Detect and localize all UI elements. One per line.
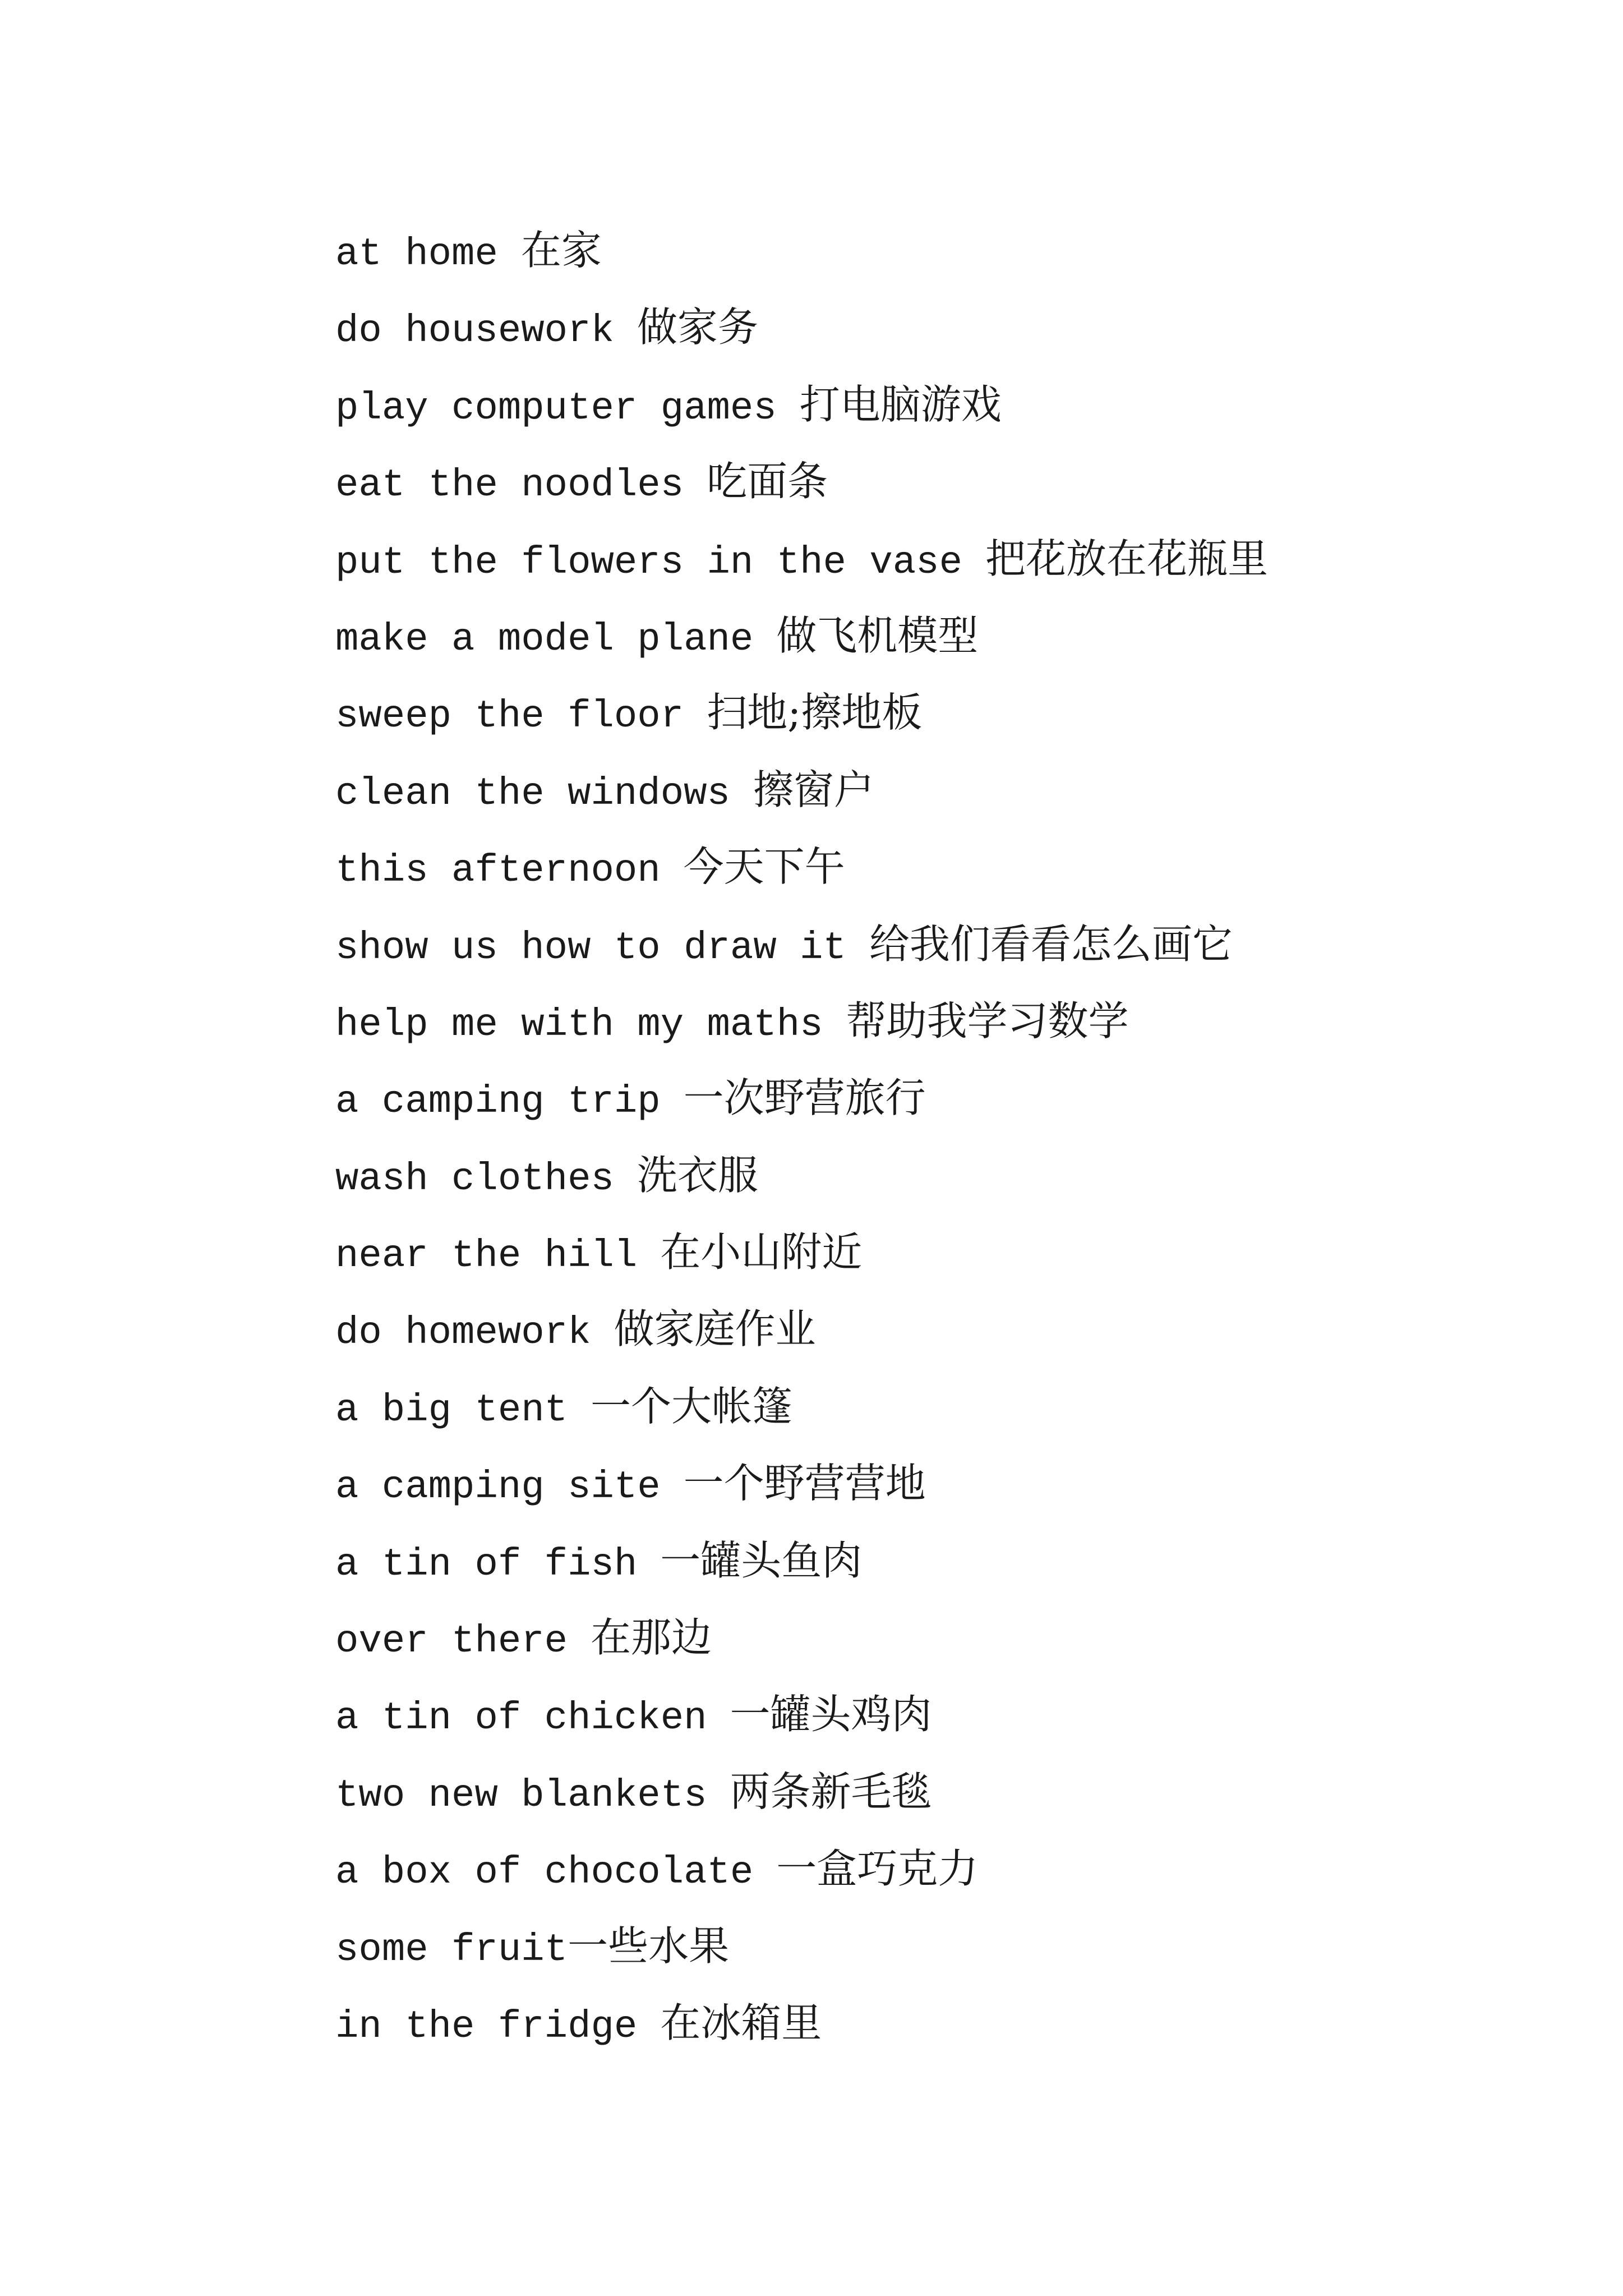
phrase-chinese: 打电脑游戏 bbox=[799, 380, 1002, 428]
phrase-english: two new blankets bbox=[335, 1773, 707, 1818]
phrase-line bbox=[335, 1985, 1513, 2062]
phrase-english: a camping site bbox=[335, 1465, 661, 1510]
phrase-chinese: 在冰箱里 bbox=[660, 1999, 822, 2046]
phrase-english: a box of chocolate bbox=[335, 1851, 754, 1895]
phrase-english: clean the windows bbox=[335, 771, 730, 816]
phrase-chinese: 今天下午 bbox=[683, 843, 845, 891]
phrase-english: a tin of fish bbox=[335, 1542, 638, 1586]
phrase-english: eat the noodles bbox=[335, 463, 684, 508]
phrase-line bbox=[335, 829, 1513, 905]
phrase-chinese: 一罐头鸡肉 bbox=[730, 1691, 932, 1738]
phrase-line bbox=[335, 1754, 1513, 1830]
phrase-line bbox=[335, 521, 1513, 597]
phrase-line bbox=[335, 1830, 1513, 1907]
phrase-list bbox=[335, 212, 1513, 2062]
phrase-chinese: 做家务 bbox=[637, 303, 758, 351]
phrase-english: a tin of chicken bbox=[335, 1696, 707, 1741]
phrase-english: at home bbox=[335, 232, 498, 276]
phrase-line bbox=[335, 597, 1513, 674]
phrase-line bbox=[335, 983, 1513, 1060]
phrase-chinese: 把花放在花瓶里 bbox=[985, 535, 1268, 582]
phrase-chinese: 给我们看看怎么画它 bbox=[869, 920, 1233, 968]
phrase-english: make a model plane bbox=[335, 617, 754, 661]
phrase-chinese: 一个大帐篷 bbox=[591, 1382, 793, 1430]
phrase-line bbox=[335, 212, 1513, 289]
phrase-chinese: 在那边 bbox=[591, 1614, 712, 1662]
phrase-english: in the fridge bbox=[335, 2004, 638, 2049]
phrase-line bbox=[335, 1908, 1513, 1985]
phrase-chinese: 两条新毛毯 bbox=[730, 1768, 932, 1815]
phrase-english: near the hill bbox=[335, 1234, 638, 1278]
phrase-english: do housework bbox=[335, 309, 614, 353]
phrase-line bbox=[335, 1060, 1513, 1137]
phrase-line bbox=[335, 1599, 1513, 1676]
phrase-chinese: 一个野营营地 bbox=[683, 1460, 926, 1507]
phrase-line bbox=[335, 443, 1513, 520]
phrase-line bbox=[335, 906, 1513, 983]
phrase-chinese: 做家庭作业 bbox=[614, 1305, 816, 1353]
phrase-english: play computer games bbox=[335, 386, 777, 430]
phrase-english: sweep the floor bbox=[335, 694, 684, 739]
phrase-line bbox=[335, 1368, 1513, 1445]
phrase-line bbox=[335, 1291, 1513, 1368]
phrase-chinese: 吃面条 bbox=[707, 458, 828, 505]
phrase-chinese: 做飞机模型 bbox=[776, 611, 979, 659]
phrase-line bbox=[335, 1445, 1513, 1522]
phrase-chinese: 一次野营旅行 bbox=[683, 1074, 926, 1122]
phrase-english: over there bbox=[335, 1619, 568, 1664]
phrase-chinese: 扫地;擦地板 bbox=[707, 689, 923, 737]
phrase-line bbox=[335, 1522, 1513, 1599]
phrase-english: this afternoon bbox=[335, 849, 661, 893]
phrase-chinese: 帮助我学习数学 bbox=[846, 997, 1129, 1045]
phrase-english: help me with my maths bbox=[335, 1002, 823, 1047]
phrase-line bbox=[335, 1676, 1513, 1753]
phrase-english: a big tent bbox=[335, 1388, 568, 1432]
phrase-english: a camping trip bbox=[335, 1080, 661, 1124]
phrase-chinese: 在家 bbox=[520, 227, 602, 274]
phrase-chinese: 在小山附近 bbox=[660, 1228, 863, 1276]
phrase-english: wash clothes bbox=[335, 1157, 614, 1201]
phrase-chinese: 擦窗户 bbox=[753, 766, 874, 813]
phrase-line bbox=[335, 674, 1513, 751]
phrase-chinese: 一罐头鱼肉 bbox=[660, 1536, 863, 1584]
phrase-english: put the flowers in the vase bbox=[335, 540, 962, 585]
phrase-line bbox=[335, 1137, 1513, 1214]
phrase-english: some fruit bbox=[335, 1927, 568, 1972]
phrase-english: show us how to draw it bbox=[335, 926, 846, 970]
phrase-line bbox=[335, 752, 1513, 829]
phrase-english: do homework bbox=[335, 1311, 591, 1355]
phrase-line bbox=[335, 366, 1513, 443]
phrase-chinese: 洗衣服 bbox=[637, 1151, 758, 1199]
phrase-line bbox=[335, 1214, 1513, 1291]
phrase-line bbox=[335, 289, 1513, 366]
phrase-chinese: 一些水果 bbox=[568, 1922, 730, 1970]
phrase-chinese: 一盒巧克力 bbox=[776, 1845, 979, 1893]
